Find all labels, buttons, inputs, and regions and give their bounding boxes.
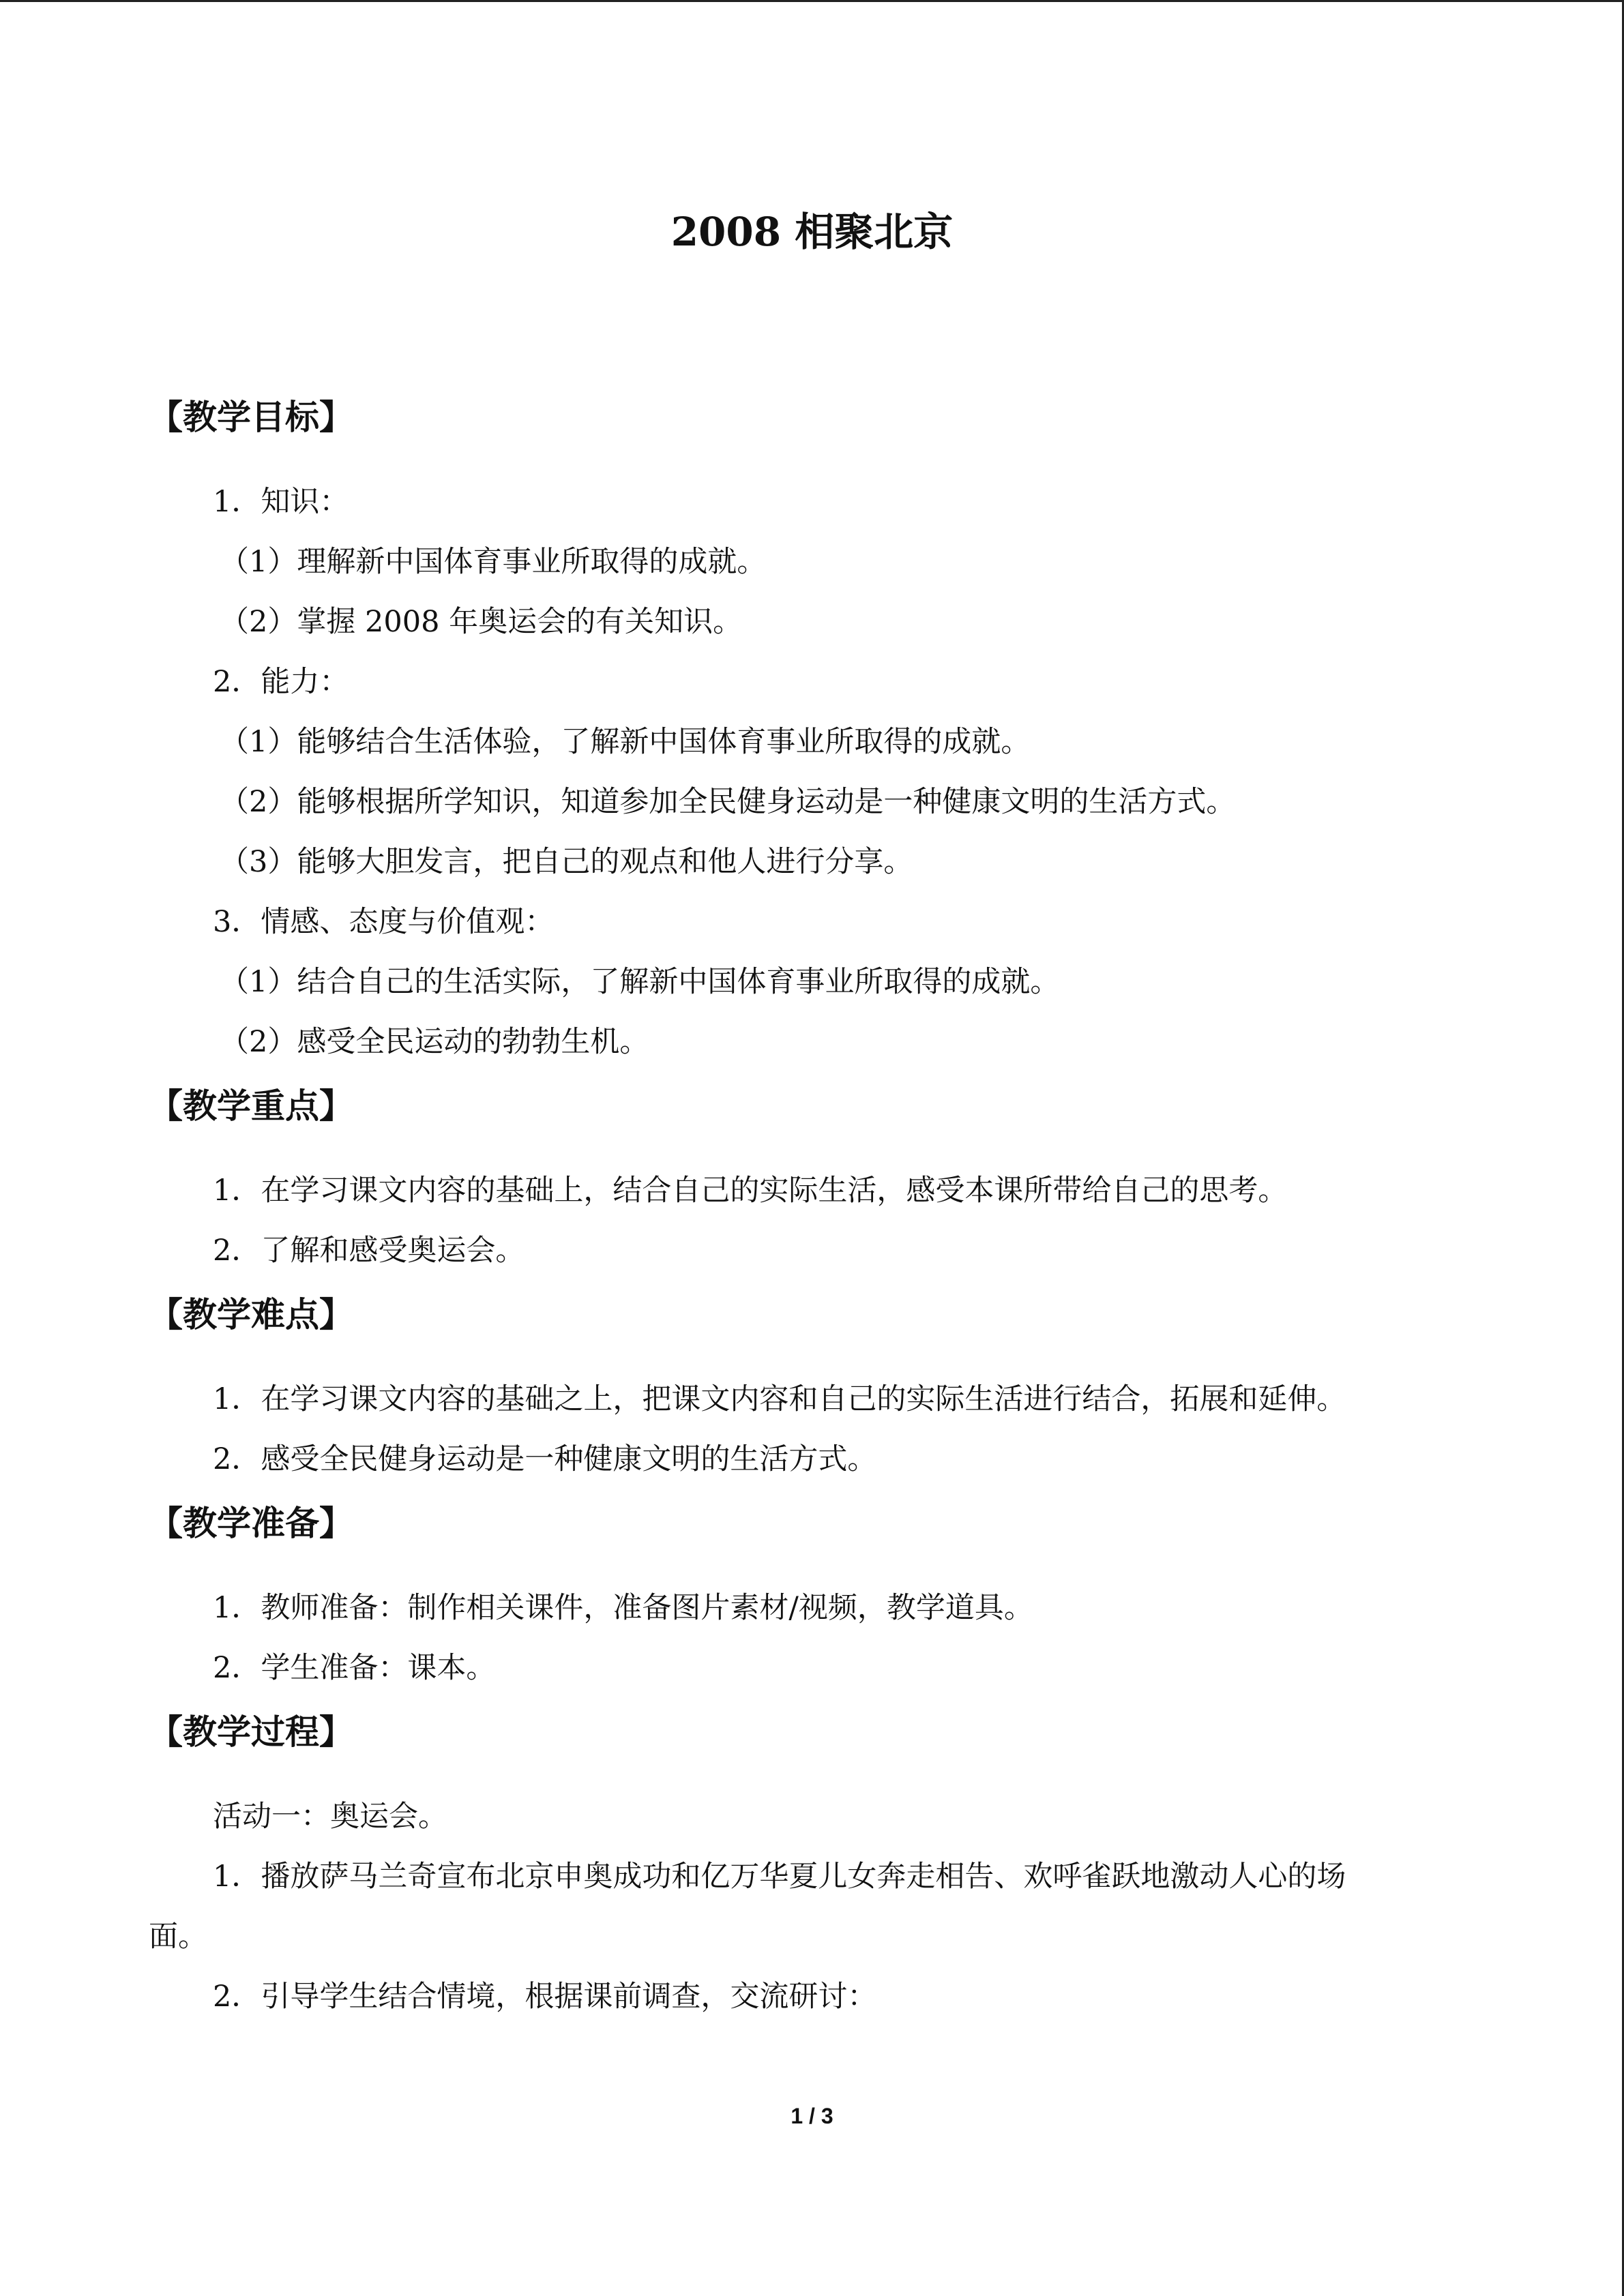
page-border-top: [0, 0, 1624, 2]
goals-line: （1）能够结合生活体验，了解新中国体育事业所取得的成就。: [220, 725, 1031, 759]
preparation-line: 2．学生准备：课本。: [213, 1651, 496, 1685]
process-line: 2．引导学生结合情境，根据课前调查，交流研讨：: [213, 1980, 877, 2014]
section-heading-key-points: 【教学重点】: [149, 1086, 353, 1126]
difficulties-line: 1．在学习课文内容的基础之上，把课文内容和自己的实际生活进行结合，拓展和延伸。: [213, 1382, 1346, 1416]
goals-line: （1）理解新中国体育事业所取得的成就。: [220, 545, 767, 579]
process-line: 面。: [149, 1920, 207, 1954]
preparation-line: 1．教师准备：制作相关课件，准备图片素材/视频，教学道具。: [213, 1591, 1033, 1625]
section-heading-preparation: 【教学准备】: [149, 1504, 353, 1543]
key-points-line: 1．在学习课文内容的基础上，结合自己的实际生活，感受本课所带给自己的思考。: [213, 1174, 1288, 1208]
goals-line: （2）感受全民运动的勃勃生机。: [220, 1025, 649, 1059]
difficulties-line: 2．感受全民健身运动是一种健康文明的生活方式。: [213, 1442, 877, 1476]
section-heading-difficulties: 【教学难点】: [149, 1295, 353, 1335]
process-line: 活动一：奥运会。: [213, 1800, 447, 1834]
page-number: 1 / 3: [791, 2104, 833, 2128]
document-title: 2008 相聚北京: [670, 209, 954, 255]
process-line: 1．播放萨马兰奇宣布北京申奥成功和亿万华夏儿女奔走相告、欢呼雀跃地激动人心的场: [213, 1860, 1346, 1894]
goals-line: （3）能够大胆发言，把自己的观点和他人进行分享。: [220, 845, 913, 879]
section-heading-process: 【教学过程】: [149, 1712, 353, 1752]
goals-line: 2．能力：: [213, 665, 349, 699]
key-points-line: 2．了解和感受奥运会。: [213, 1234, 525, 1268]
goals-line: （2）掌握 2008 年奥运会的有关知识。: [220, 605, 743, 639]
goals-line: 3．情感、态度与价值观：: [213, 905, 555, 939]
goals-line: （2）能够根据所学知识，知道参加全民健身运动是一种健康文明的生活方式。: [220, 785, 1236, 819]
goals-line: （1）结合自己的生活实际，了解新中国体育事业所取得的成就。: [220, 965, 1060, 999]
section-heading-goals: 【教学目标】: [149, 398, 353, 437]
goals-line: 1．知识：: [213, 485, 349, 519]
